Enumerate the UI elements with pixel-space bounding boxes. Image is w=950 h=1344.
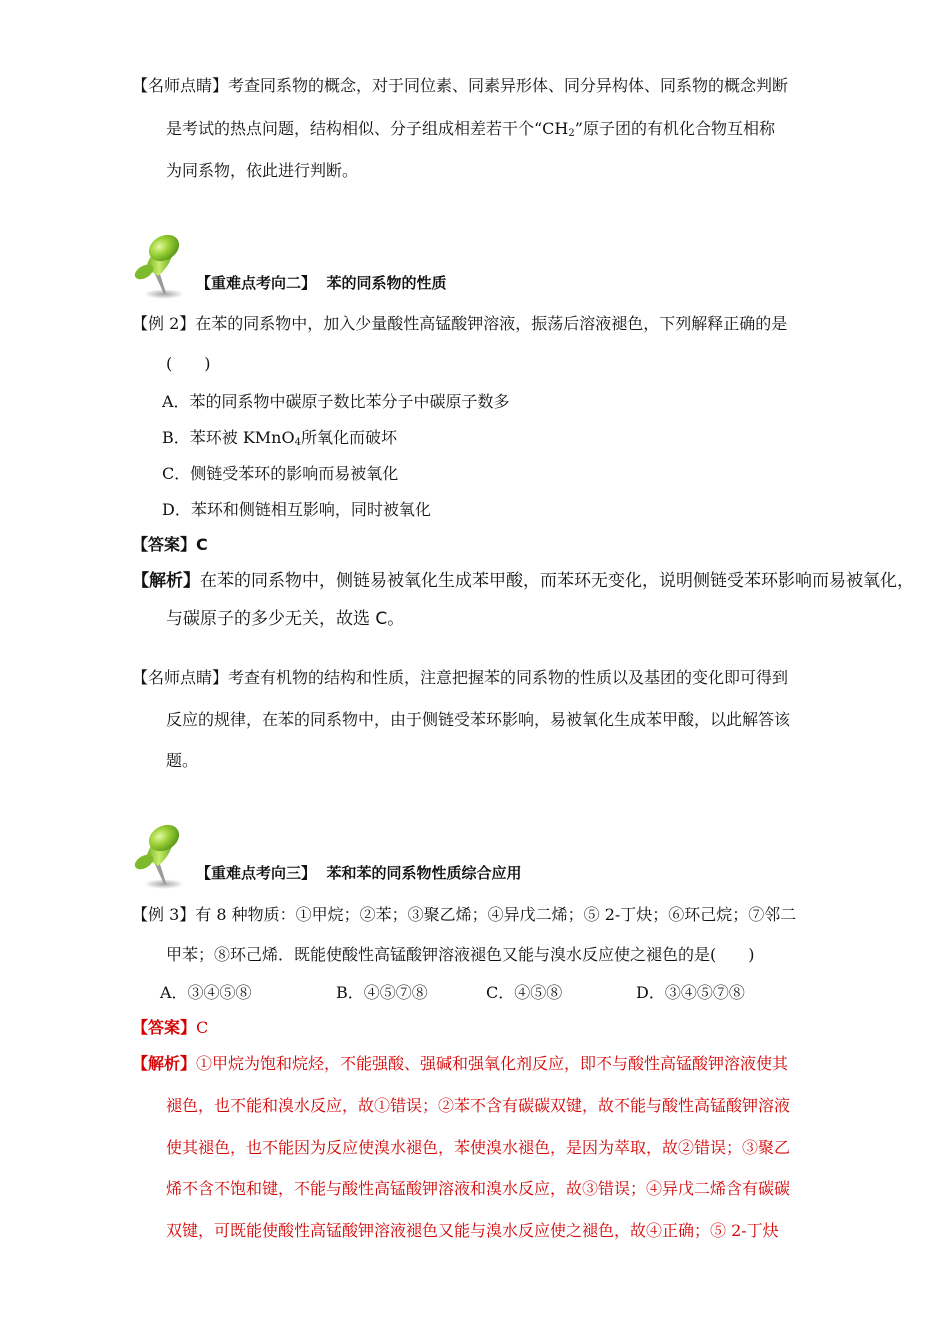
teacher-tip-2-line-1 (132, 667, 788, 689)
option-d: D．③④⑤⑦⑧ (636, 983, 745, 1002)
option-c: C．侧链受苯环的影响而易被氧化 (162, 464, 399, 483)
teacher-tip-label: 【名师点睛】 (132, 76, 229, 95)
explanation-line-4: 烯不含不饱和键，不能与酸性高锰酸钾溶液和溴水反应，故③错误；④异戊二烯含有碳碳 (166, 1179, 791, 1198)
pushpin-icon (128, 232, 198, 302)
example-label: 【例 3】 (132, 905, 196, 924)
section-heading-2 (196, 272, 446, 293)
pushpin-icon (128, 822, 198, 892)
option-text: 所氧化而破坏 (300, 428, 397, 447)
question-text: 在苯的同系物中，加入少量酸性高锰酸钾溶液，振荡后溶液褪色，下列解释正确的是 (195, 314, 788, 333)
explanation-line-1 (132, 1053, 788, 1075)
example-2-question-line-1 (132, 313, 787, 335)
example-3-question-line-2: 甲苯；⑧环己烯．既能使酸性高锰酸钾溶液褪色又能与溴水反应使之褪色的是( ) (166, 945, 755, 964)
option-b: B．④⑤⑦⑧ (336, 983, 428, 1002)
heading-tag: 【重难点考向二】 (196, 274, 317, 292)
subscript: 2 (568, 128, 575, 139)
example-2-question-line-2: ( ) (166, 354, 211, 373)
heading-title: 苯和苯的同系物性质综合应用 (326, 864, 522, 882)
option-b (162, 427, 397, 454)
explanation-line-3: 使其褪色，也不能因为反应使溴水褪色，苯使溴水褪色，是因为萃取，故②错误；③聚乙 (166, 1138, 791, 1157)
answer-value: C (196, 535, 208, 554)
explanation-text: ①甲烷为饱和烷烃，不能强酸、强碱和强氧化剂反应，即不与酸性高锰酸钾溶液使其 (196, 1054, 789, 1073)
explanation-line-5: 双键，可既能使酸性高锰酸钾溶液褪色又能与溴水反应使之褪色，故④正确；⑤ 2-丁炔 (166, 1221, 779, 1240)
teacher-tip-label: 【名师点睛】 (132, 668, 229, 687)
explanation-line-2: 与碳原子的多少无关，故选 C。 (166, 609, 405, 629)
answer-label: 【答案】 (132, 1018, 197, 1037)
explanation-text: 在苯的同系物中，侧链易被氧化生成苯甲酸，而苯环无变化，说明侧链受苯环影响而易被氧化， (200, 571, 914, 591)
teacher-tip-2-line-2: 反应的规律，在苯的同系物中，由于侧链受苯环影响，易被氧化生成苯甲酸，以此解答该 (166, 710, 791, 729)
explanation-line-2: 褪色，也不能和溴水反应，故①错误；②苯不含有碳碳双键，故不能与酸性高锰酸钾溶液 (166, 1096, 791, 1115)
explanation-line-1 (132, 570, 914, 592)
option-a: A．苯的同系物中碳原子数比苯分子中碳原子数多 (162, 392, 510, 411)
teacher-tip-1-line-1 (132, 75, 788, 97)
answer-value: C (196, 1018, 209, 1037)
answer-line (132, 534, 208, 556)
section-heading-3 (196, 862, 521, 883)
teacher-tip-2-line-3: 题。 (166, 751, 199, 770)
option-a: A．③④⑤⑧ (160, 983, 252, 1002)
example-label: 【例 2】 (132, 314, 196, 333)
teacher-tip-text: 考查同系物的概念，对于同位素、同素异形体、同分异构体、同系物的概念判断 (228, 76, 789, 95)
example-3-question-line-1 (132, 904, 796, 926)
question-text: 有 8 种物质：①甲烷；②苯；③聚乙烯；④异戊二烯；⑤ 2-丁炔；⑥环己烷；⑦邻二 (195, 905, 797, 924)
teacher-tip-1-line-2 (166, 118, 775, 145)
answer-label: 【答案】 (132, 535, 197, 554)
option-c: C．④⑤⑧ (486, 983, 563, 1002)
heading-tag: 【重难点考向三】 (196, 864, 317, 882)
teacher-tip-text: 是考试的热点问题，结构相似、分子组成相差若干个“CH (166, 119, 569, 138)
teacher-tip-text: 为同系物，依此进行判断。 (166, 161, 359, 180)
subscript: 4 (294, 437, 301, 448)
heading-title: 苯的同系物的性质 (326, 274, 447, 292)
teacher-tip-1-line-3 (166, 160, 358, 182)
teacher-tip-text: 考查有机物的结构和性质，注意把握苯的同系物的性质以及基团的变化即可得到 (228, 668, 789, 687)
explanation-label: 【解析】 (132, 571, 200, 591)
option-text: B．苯环被 KMnO (162, 428, 295, 447)
explanation-label: 【解析】 (132, 1054, 197, 1073)
option-d: D．苯环和侧链相互影响，同时被氧化 (162, 500, 431, 519)
answer-line (132, 1017, 208, 1039)
teacher-tip-text: ”原子团的有机化合物互相称 (574, 119, 775, 138)
